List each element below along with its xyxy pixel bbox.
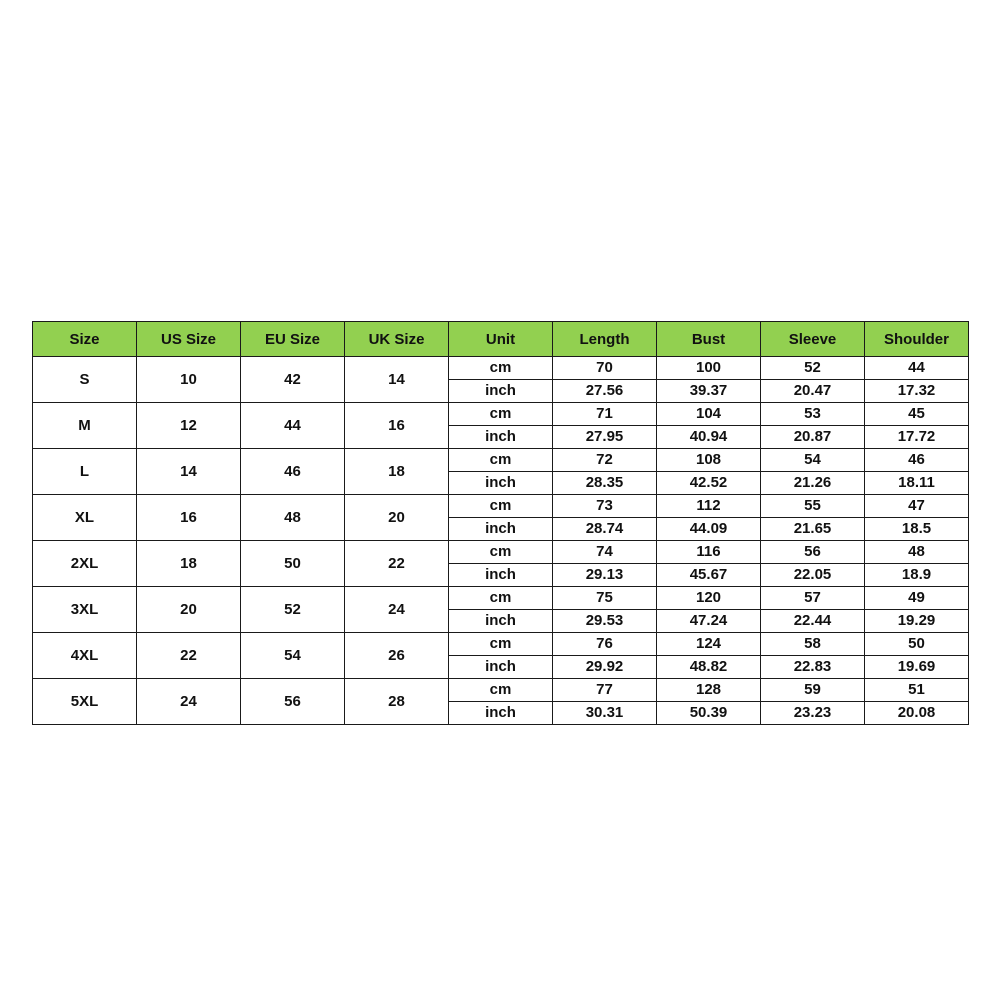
shoulder-cell: 18.5	[865, 518, 969, 541]
eu-size-cell: 56	[241, 679, 345, 725]
length-cell: 28.74	[553, 518, 657, 541]
eu-size-cell: 48	[241, 495, 345, 541]
shoulder-cell: 20.08	[865, 702, 969, 725]
table-row	[33, 357, 969, 380]
sleeve-cell: 55	[761, 495, 865, 518]
length-cell: 71	[553, 403, 657, 426]
bust-cell: 48.82	[657, 656, 761, 679]
us-size-cell: 22	[137, 633, 241, 679]
bust-cell: 42.52	[657, 472, 761, 495]
size-cell: M	[33, 403, 137, 449]
shoulder-cell: 44	[865, 357, 969, 380]
shoulder-cell: 19.29	[865, 610, 969, 633]
bust-cell: 40.94	[657, 426, 761, 449]
sleeve-cell: 52	[761, 357, 865, 380]
us-size-cell: 18	[137, 541, 241, 587]
length-cell: 77	[553, 679, 657, 702]
sleeve-cell: 22.44	[761, 610, 865, 633]
unit-cell: inch	[449, 702, 553, 725]
length-cell: 72	[553, 449, 657, 472]
unit-cell: inch	[449, 472, 553, 495]
header-length: Length	[553, 322, 657, 357]
unit-cell: cm	[449, 541, 553, 564]
header-us-size: US Size	[137, 322, 241, 357]
shoulder-cell: 18.11	[865, 472, 969, 495]
sleeve-cell: 54	[761, 449, 865, 472]
eu-size-cell: 42	[241, 357, 345, 403]
header-bust: Bust	[657, 322, 761, 357]
length-cell: 29.92	[553, 656, 657, 679]
bust-cell: 39.37	[657, 380, 761, 403]
length-cell: 27.95	[553, 426, 657, 449]
sleeve-cell: 57	[761, 587, 865, 610]
bust-cell: 108	[657, 449, 761, 472]
header-unit: Unit	[449, 322, 553, 357]
uk-size-cell: 26	[345, 633, 449, 679]
eu-size-cell: 52	[241, 587, 345, 633]
header-eu-size: EU Size	[241, 322, 345, 357]
length-cell: 28.35	[553, 472, 657, 495]
shoulder-cell: 46	[865, 449, 969, 472]
shoulder-cell: 51	[865, 679, 969, 702]
table-row	[33, 587, 969, 610]
size-cell: XL	[33, 495, 137, 541]
us-size-cell: 10	[137, 357, 241, 403]
unit-cell: cm	[449, 403, 553, 426]
uk-size-cell: 20	[345, 495, 449, 541]
table-row	[33, 679, 969, 702]
size-chart-header	[33, 322, 969, 357]
shoulder-cell: 17.32	[865, 380, 969, 403]
header-size: Size	[33, 322, 137, 357]
unit-cell: cm	[449, 357, 553, 380]
uk-size-cell: 14	[345, 357, 449, 403]
bust-cell: 100	[657, 357, 761, 380]
unit-cell: inch	[449, 426, 553, 449]
bust-cell: 44.09	[657, 518, 761, 541]
unit-cell: cm	[449, 679, 553, 702]
sleeve-cell: 22.05	[761, 564, 865, 587]
unit-cell: cm	[449, 449, 553, 472]
size-cell: S	[33, 357, 137, 403]
shoulder-cell: 49	[865, 587, 969, 610]
header-sleeve: Sleeve	[761, 322, 865, 357]
uk-size-cell: 22	[345, 541, 449, 587]
unit-cell: cm	[449, 495, 553, 518]
size-cell: 4XL	[33, 633, 137, 679]
uk-size-cell: 24	[345, 587, 449, 633]
unit-cell: inch	[449, 564, 553, 587]
unit-cell: inch	[449, 610, 553, 633]
shoulder-cell: 47	[865, 495, 969, 518]
us-size-cell: 16	[137, 495, 241, 541]
sleeve-cell: 58	[761, 633, 865, 656]
unit-cell: inch	[449, 380, 553, 403]
size-cell: L	[33, 449, 137, 495]
uk-size-cell: 18	[345, 449, 449, 495]
us-size-cell: 12	[137, 403, 241, 449]
header-shoulder: Shoulder	[865, 322, 969, 357]
uk-size-cell: 16	[345, 403, 449, 449]
sleeve-cell: 20.87	[761, 426, 865, 449]
unit-cell: inch	[449, 518, 553, 541]
header-row	[33, 322, 969, 357]
eu-size-cell: 50	[241, 541, 345, 587]
eu-size-cell: 46	[241, 449, 345, 495]
us-size-cell: 24	[137, 679, 241, 725]
bust-cell: 45.67	[657, 564, 761, 587]
bust-cell: 47.24	[657, 610, 761, 633]
bust-cell: 128	[657, 679, 761, 702]
us-size-cell: 14	[137, 449, 241, 495]
size-chart-body	[33, 357, 969, 725]
bust-cell: 50.39	[657, 702, 761, 725]
table-row	[33, 541, 969, 564]
sleeve-cell: 53	[761, 403, 865, 426]
shoulder-cell: 18.9	[865, 564, 969, 587]
header-uk-size: UK Size	[345, 322, 449, 357]
unit-cell: cm	[449, 587, 553, 610]
table-row	[33, 633, 969, 656]
length-cell: 27.56	[553, 380, 657, 403]
shoulder-cell: 50	[865, 633, 969, 656]
table-row	[33, 403, 969, 426]
sleeve-cell: 21.65	[761, 518, 865, 541]
shoulder-cell: 17.72	[865, 426, 969, 449]
sleeve-cell: 22.83	[761, 656, 865, 679]
table-row	[33, 495, 969, 518]
size-cell: 3XL	[33, 587, 137, 633]
bust-cell: 112	[657, 495, 761, 518]
bust-cell: 124	[657, 633, 761, 656]
bust-cell: 120	[657, 587, 761, 610]
sleeve-cell: 20.47	[761, 380, 865, 403]
bust-cell: 104	[657, 403, 761, 426]
length-cell: 30.31	[553, 702, 657, 725]
length-cell: 29.53	[553, 610, 657, 633]
size-chart-table	[32, 321, 969, 725]
us-size-cell: 20	[137, 587, 241, 633]
eu-size-cell: 54	[241, 633, 345, 679]
length-cell: 73	[553, 495, 657, 518]
length-cell: 74	[553, 541, 657, 564]
unit-cell: inch	[449, 656, 553, 679]
size-cell: 5XL	[33, 679, 137, 725]
size-cell: 2XL	[33, 541, 137, 587]
length-cell: 76	[553, 633, 657, 656]
sleeve-cell: 23.23	[761, 702, 865, 725]
table-row	[33, 449, 969, 472]
eu-size-cell: 44	[241, 403, 345, 449]
bust-cell: 116	[657, 541, 761, 564]
sleeve-cell: 59	[761, 679, 865, 702]
shoulder-cell: 48	[865, 541, 969, 564]
uk-size-cell: 28	[345, 679, 449, 725]
shoulder-cell: 19.69	[865, 656, 969, 679]
length-cell: 29.13	[553, 564, 657, 587]
sleeve-cell: 56	[761, 541, 865, 564]
shoulder-cell: 45	[865, 403, 969, 426]
unit-cell: cm	[449, 633, 553, 656]
length-cell: 75	[553, 587, 657, 610]
length-cell: 70	[553, 357, 657, 380]
sleeve-cell: 21.26	[761, 472, 865, 495]
